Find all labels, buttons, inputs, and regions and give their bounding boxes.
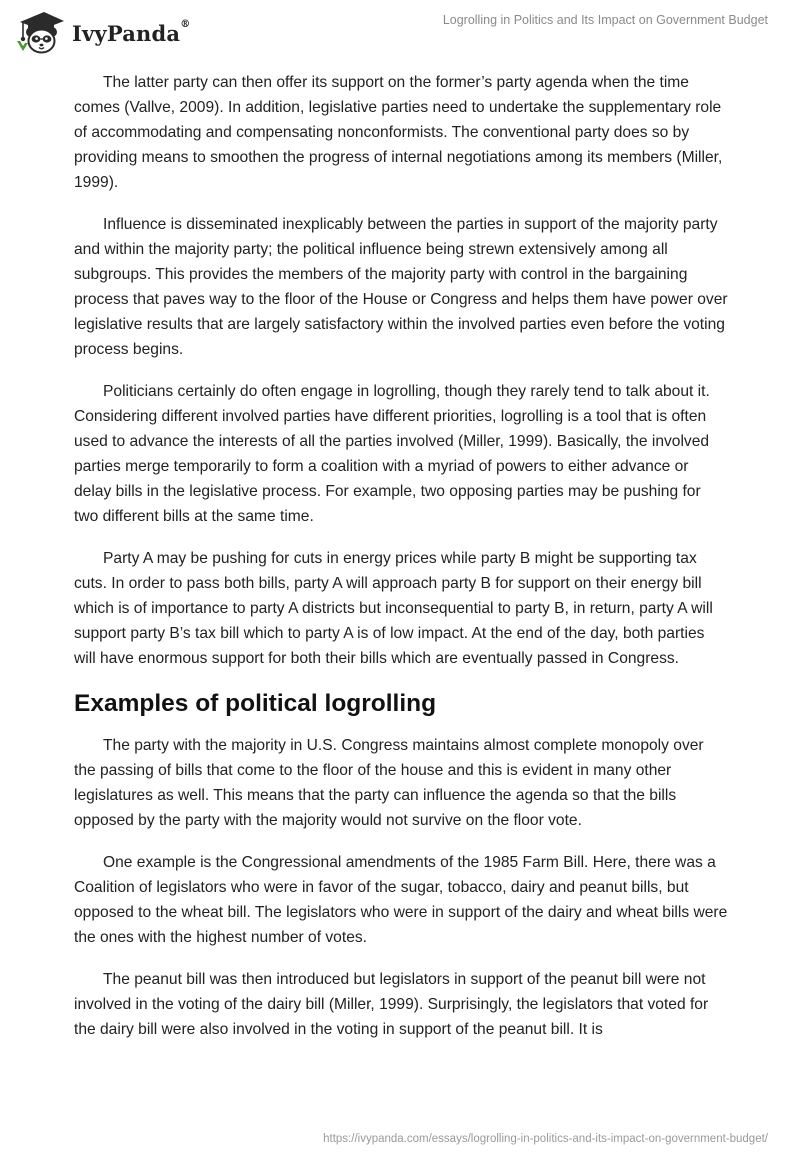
paragraph: The peanut bill was then introduced but legislators in support of the peanut bill were not involved in the voting of the dairy bill (Miller, 1999). Surprisingly, the legislators that voted for the dairy bill were also involved in the voting in support of the peanut bill. It is	[74, 971, 709, 1038]
paragraph: One example is the Congressional amendments of the 1985 Farm Bill. Here, there was a Coalition of legislators who were in favor of the sugar, tobacco, dairy and peanut bills, but opposed to the wheat bill. The legislators who were in support of the dairy and wheat bills were the ones with the highest number of votes.	[74, 854, 728, 946]
paragraph: The party with the majority in U.S. Congress maintains almost complete monopoly over the passing of bills that come to the floor of the house and this is evident in many other legislatures as well. This means that the party can influence the agenda so that the bills opposed by the party with the majority would not survive on the floor vote.	[74, 737, 704, 829]
ivypanda-logo[interactable]	[14, 8, 190, 56]
registered-mark: ®	[180, 18, 191, 30]
paragraph: The latter party can then offer its support on the former’s party agenda when the time comes (Vallve, 2009). In addition, legislative parties need to undertake the supplementary role of accommodating and compensating nonconformists. The conventional party does so by providing means to smoothen the progress of internal negotiations among its members (Miller, 1999).	[74, 74, 723, 191]
brand-name	[72, 18, 191, 46]
document-title: Logrolling in Politics and Its Impact on Government Budget	[442, 13, 768, 27]
paragraph: Politicians certainly do often engage in logrolling, though they rarely tend to talk about it. Considering different involved parties have different priorities, logrolling is a tool that is often used to advance the interests of all the parties involved (Miller, 1999). Basically, the involved parties merge temporarily to form a coalition with a myriad of powers to either advance or delay bills in the legislative process. For example, two opposing parties may be pushing for two different bills at the same time.	[74, 383, 710, 525]
article-body	[74, 70, 729, 1059]
paragraph: Party A may be pushing for cuts in energy prices while party B might be supporting tax cuts. In order to pass both bills, party A will approach party B for support on their energy bill which is of importance to party A districts but inconsequential to party B, in return, party A will support party B’s tax bill which to party A is of low impact. At the end of the day, both parties will have enormous support for both their bills which are eventually passed in Congress.	[74, 550, 713, 667]
section-heading: Examples of political logrolling	[74, 690, 437, 717]
paragraph: Influence is disseminated inexplicably between the parties in support of the majority party and within the majority party; the political influence being strewn extensively among all subgroups. This provides the members of the majority party with control in the bargaining process that paves way to the floor of the House or Congress and helps them have power over legislative results that are largely satisfactory within the involved parties even before the voting process begins.	[74, 216, 728, 358]
source-url[interactable]: https://ivypanda.com/essays/logrolling-in-politics-and-its-impact-on-government-budget/	[323, 1133, 768, 1145]
panda-graduation-cap-icon	[14, 8, 66, 56]
brand-text: IvyPanda	[72, 20, 181, 46]
page-header	[0, 0, 800, 60]
